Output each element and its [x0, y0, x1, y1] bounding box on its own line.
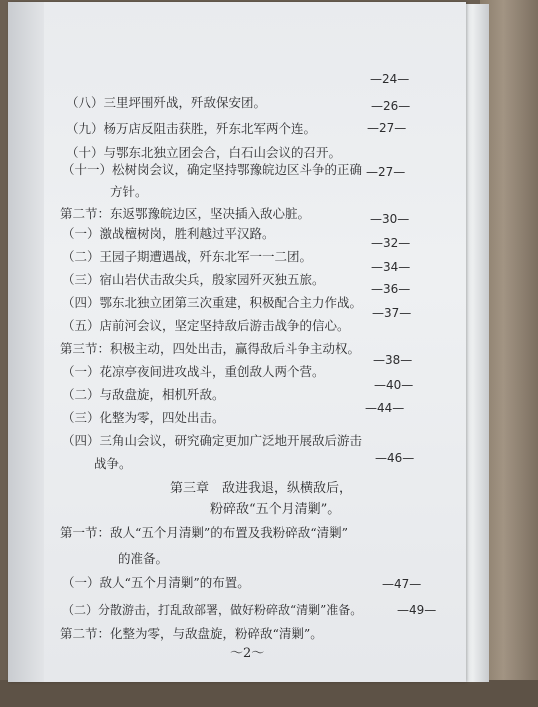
toc-section-3-1-cont: 的准备。	[118, 551, 169, 566]
toc-page-3-3: —44—	[365, 401, 405, 415]
toc-page-9: —26—	[371, 99, 411, 113]
toc-entry-2-1: （一）激战檀树岗，胜利越过平汉路。	[62, 226, 275, 241]
toc-page-3-1: —38—	[373, 353, 413, 367]
toc-page-10: —27—	[367, 121, 407, 135]
toc-entry-2-5: （五）店前河会议，坚定坚持敌后游击战争的信心。	[62, 318, 350, 333]
toc-entry-3-4: （四）三角山会议，研究确定更加广泛地开展敌后游击	[62, 433, 363, 448]
toc-entry-11-cont: 方针。	[110, 184, 148, 199]
toc-page-c3-1: —47—	[382, 577, 422, 591]
toc-page-2-4: —36—	[371, 282, 411, 296]
toc-entry-2-4: （四）鄂东北独立团第三次重建，积极配合主力作战。	[62, 295, 363, 310]
toc-page-3-4: —46—	[375, 451, 415, 465]
toc-page-3-2: —40—	[374, 378, 414, 392]
toc-page-2-3: —34—	[371, 260, 411, 274]
page-number: ～2～	[230, 646, 265, 661]
toc-entry-3-2: （二）与敌盘旋，相机歼敌。	[62, 387, 225, 402]
toc-section-2: 第二节：东返鄂豫皖边区，坚决插入敌心脏。	[60, 206, 311, 221]
toc-entry-8: （八）三里坪围歼战，歼敌保安团。	[66, 95, 267, 110]
toc-page-11: —27—	[366, 165, 406, 179]
page-spine-shadow	[8, 2, 44, 682]
toc-entry-2-3: （三）宿山岩伏击敌尖兵，殷家园歼灭独五旅。	[62, 272, 325, 287]
toc-entry-c3-2: （二）分散游击，打乱敌部署，做好粉碎敌“清剿”准备。	[62, 603, 363, 617]
toc-entry-10: （十）与鄂东北独立团会合，白石山会议的召开。	[66, 145, 342, 160]
toc-section-3-2: 第二节：化整为零，与敌盘旋，粉碎敌“清剿”。	[60, 626, 323, 641]
toc-section-3: 第三节：积极主动，四处出击，赢得敌后斗争主动权。	[60, 341, 361, 356]
toc-page-2-1: —30—	[370, 212, 410, 226]
toc-page-2-5: —37—	[372, 306, 412, 320]
toc-entry-3-3: （三）化整为零，四处出击。	[62, 410, 225, 425]
toc-section-3-1: 第一节：敌人“五个月清剿”的布置及我粉碎敌“清剿”	[60, 525, 349, 540]
toc-entry-c3-1: （一）敌人“五个月清剿”的布置。	[62, 575, 250, 590]
desk-shadow	[0, 680, 538, 707]
chapter-heading-cont: 粉碎敌“五个月清剿”。	[210, 502, 341, 517]
toc-entry-11: （十一）松树岗会议，确定坚持鄂豫皖边区斗争的正确	[62, 162, 363, 177]
toc-page-c3-2: —49—	[397, 603, 437, 617]
toc-entry-9: （九）杨万店反阻击获胜，歼东北军两个连。	[66, 121, 317, 136]
toc-page-8: —24—	[370, 72, 410, 86]
toc-entry-3-4-cont: 战争。	[94, 456, 132, 471]
toc-entry-3-1: （一）花凉亭夜间进攻战斗，重创敌人两个营。	[62, 364, 325, 379]
toc-page-2-2: —32—	[371, 236, 411, 250]
chapter-heading: 第三章 敌进我退，纵横敌后，	[170, 481, 353, 496]
toc-entry-2-2: （二）王园子期遭遇战，歼东北军一一二团。	[62, 249, 313, 264]
